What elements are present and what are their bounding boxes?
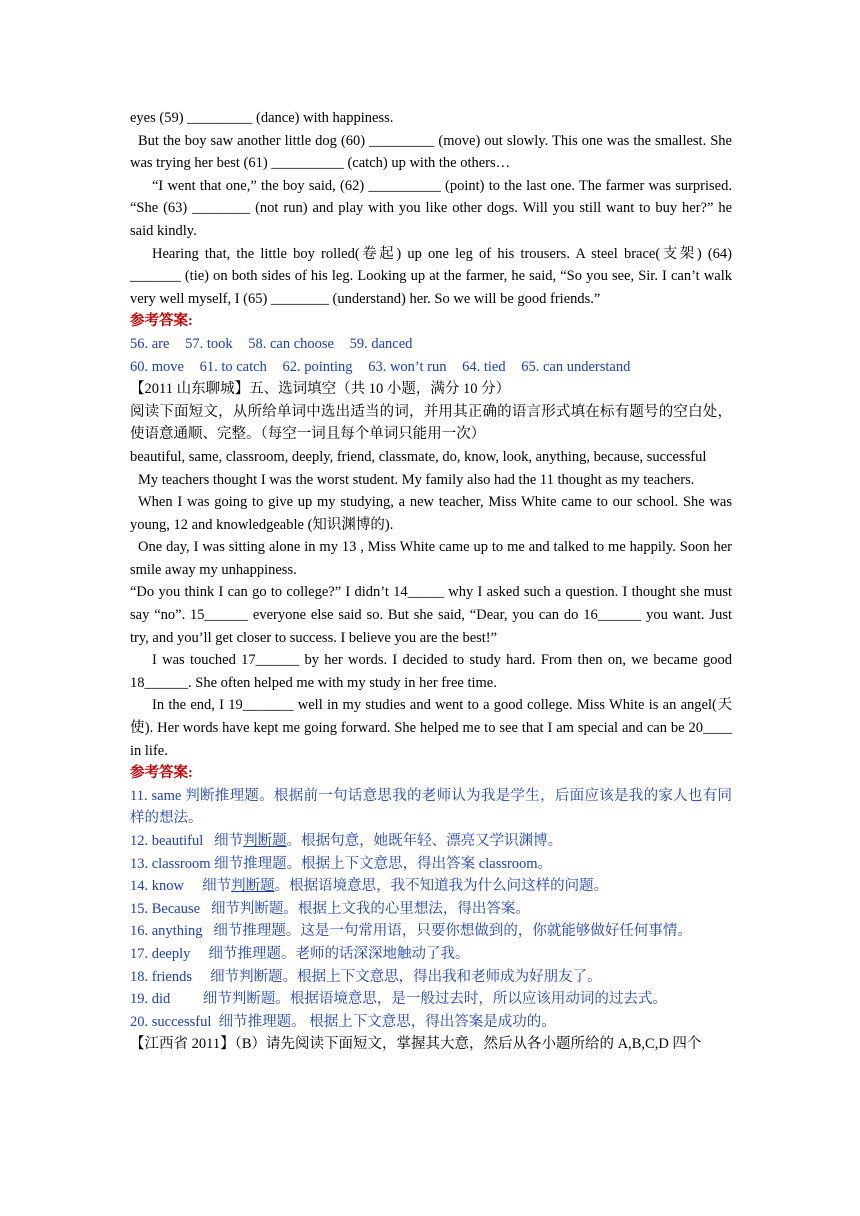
answer-row xyxy=(130,333,732,356)
passage-line: Hearing that, the little boy rolled(卷起) up one leg of his trousers. A steel brace(支架) (64) _______ (tie) on both sides of his leg. Looking up at the farmer, he said, “So you see, Sir. I can’t walk very well myself, I (65) ________ (understand) her. So we will be good friends.” xyxy=(130,245,732,307)
answer-note: 判断推理题。根据前一句话意思我的老师认为我是学生，后面应该是我的家人也有同样的想法。 xyxy=(130,787,733,827)
passage-paragraph: One day, I was sitting alone in my 13 , Miss White came up to me and talked to me happily. Soon her smile away my unhappiness. xyxy=(130,539,732,578)
answer-item: 65. can understand xyxy=(521,358,631,375)
answer-explanation xyxy=(130,898,732,921)
answer-word: 11. same xyxy=(130,787,182,804)
answer-word: 16. anything xyxy=(130,923,203,940)
answer-word: 14. know xyxy=(130,878,184,895)
answer-note: 细节推理题。 根据上下文意思，得出答案是成功的。 xyxy=(218,1013,556,1030)
answer-item: 58. can choose xyxy=(248,335,334,352)
passage-paragraph: In the end, I 19_______ well in my studies and went to a good college. Miss White is an angel(天使). Her words have kept me going forward. She helped me to see that I am special and can be 20____ in life. xyxy=(130,697,732,759)
answer-note: 细节判断题。根据上文我的心里想法，得出答案。 xyxy=(210,900,530,917)
passage-paragraph: “Do you think I can go to college?” I didn’t 14_____ why I asked such a question. I thought she must say “no”. 15______ everyone else said so. But she said, “Dear, you can do 16______ you want. Just try, and you’ll get closer to success. I believe you are the best!” xyxy=(130,584,732,646)
answer-word: 12. beautiful xyxy=(130,833,204,849)
answer-word: 13. classroom xyxy=(130,855,211,872)
document-page xyxy=(130,107,732,1056)
answer-note: 细节推理题。老师的话深深地触动了我。 xyxy=(208,945,470,962)
answer-item: 57. took xyxy=(185,335,233,352)
answer-item: 59. danced xyxy=(349,335,413,352)
passage-paragraph: When I was going to give up my studying, a new teacher, Miss White came to our school. She was young, 12 and knowledgeable (知识渊博的). xyxy=(130,494,732,533)
passage-line: But the boy saw another little dog (60) _________ (move) out slowly. This one was the smallest. She was trying her best (61) __________ (catch) up with the others… xyxy=(130,132,732,172)
section-title: 【江西省 2011】（B）请先阅读下面短文，掌握其大意，然后从各小题所给的 A,B,C,D 四个 xyxy=(130,1036,702,1053)
answer-heading: 参考答案: xyxy=(130,313,193,330)
answer-explanation xyxy=(130,853,732,876)
answer-note: 细节判断题。根据语境意思，我不知道我为什么问这样的问题。 xyxy=(202,878,609,895)
answer-explanation xyxy=(130,830,732,853)
answer-explanation xyxy=(130,785,732,830)
section-instruction: 阅读下面短文，从所给单词中选出适当的词，并用其正确的语言形式填在标有题号的空白处，使语意通顺、完整。（每空一词且每个单词只能用一次） xyxy=(130,403,732,443)
answer-note: 细节推理题。根据上下文意思，得出答案 classroom。 xyxy=(214,855,553,872)
answer-word: 18. friends xyxy=(130,968,193,985)
answer-word: 19. did xyxy=(130,991,171,1008)
answer-item: 61. to catch xyxy=(199,358,267,375)
answer-note: 细节判断题。根据句意，她既年轻、漂亮又学识渊博。 xyxy=(214,833,563,849)
answer-note: 细节推理题。这是一句常用语，只要你想做到的，你就能够做好任何事情。 xyxy=(213,923,692,940)
answer-item: 64. tied xyxy=(462,358,506,375)
passage-paragraph: I was touched 17______ by her words. I decided to study hard. From then on, we became good 18______. She often helped me with my study in her free time. xyxy=(130,652,732,691)
passage-line: “I went that one,” the boy said, (62) __________ (point) to the last one. The farmer was surprised. “She (63) ________ (not run) and play with you like other dogs. Will you still want to buy her?” he said kindly. xyxy=(130,177,732,239)
answer-note: 细节判断题。根据上下文意思，得出我和老师成为好朋友了。 xyxy=(210,968,602,985)
answer-explanation xyxy=(130,920,732,943)
answer-item: 62. pointing xyxy=(282,358,353,375)
answer-explanation xyxy=(130,1011,732,1034)
answer-word: 15. Because xyxy=(130,900,201,917)
answer-row xyxy=(130,356,732,379)
answer-note: 细节判断题。根据语境意思，是一般过去时，所以应该用动词的过去式。 xyxy=(202,991,667,1008)
answer-word: 17. deeply xyxy=(130,945,191,962)
answer-explanation xyxy=(130,988,732,1011)
answer-heading: 参考答案: xyxy=(130,765,193,782)
answer-word: 20. successful xyxy=(130,1013,212,1030)
answer-explanation xyxy=(130,943,732,966)
answer-explanation xyxy=(130,875,732,898)
section-title: 【2011 山东聊城】五、选词填空（共 10 小题，满分 10 分） xyxy=(130,381,511,398)
answer-item: 56. are xyxy=(130,335,170,352)
passage-paragraph: My teachers thought I was the worst student. My family also had the 11 thought as my teachers. xyxy=(138,471,695,488)
answer-explanation xyxy=(130,966,732,989)
word-bank: beautiful, same, classroom, deeply, friend, classmate, do, know, look, anything, because, successful xyxy=(130,448,707,465)
passage-line: eyes (59) _________ (dance) with happiness. xyxy=(130,110,394,126)
answer-item: 63. won’t run xyxy=(368,358,447,375)
answer-item: 60. move xyxy=(130,358,184,375)
